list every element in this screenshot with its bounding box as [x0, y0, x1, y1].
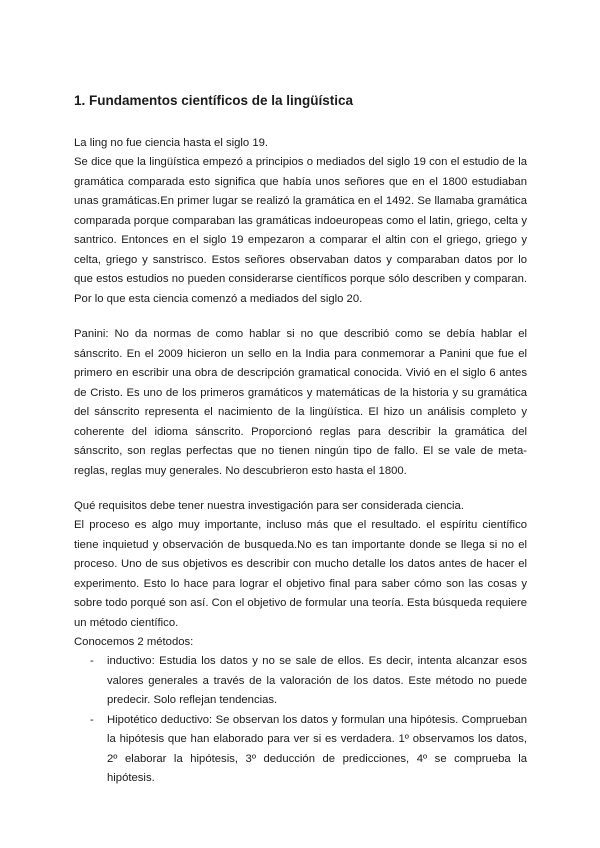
section-title: 1. Fundamentos científicos de la lingüística	[74, 93, 354, 108]
paragraph-panini: Panini: No da normas de como hablar si no que describió como se debía hablar el sánscrito. En el 2009 hicieron un sello en la India para conmemorar a Panini que fue el primero en escribir una obra de descripción gramatical conocida. Vivió en el siglo 6 antes de Cristo. Es uno de los primeros gramáticos y matemáticas de la historia y su gramática del sánscrito representa el nacimiento de la lingüística. El hizo un análisis completo y coherente del idioma sánscrito. Proporcionó reglas para describir la gramática del sánscrito, son reglas perfectas que no tienen ningún tipo de fallo. El se vale de meta-reglas, reglas muy generales. No descubrieron esto hasta el 1800.	[74, 328, 527, 477]
bullet-dash: -	[90, 655, 94, 667]
method-text: inductivo: Estudia los datos y no se sale de ellos. Es decir, intenta alcanzar esos valores generales a través de la valoración de los datos. Este método no puede predecir. Solo reflejan tendencias.	[107, 655, 527, 706]
list-item-hypothetic-deductive	[74, 711, 527, 789]
question-line: Qué requisitos debe tener nuestra investigación para ser considerada ciencia.	[74, 500, 464, 512]
methods-heading: Conocemos 2 métodos:	[74, 636, 194, 648]
methods-list	[74, 652, 527, 789]
method-text: Hipotético deductivo: Se observan los datos y formulan una hipótesis. Comprueban la hipótesis que han elaborado para ver si es verdadera. 1º observamos los datos, 2º elaborar la hipótesis, 3º deducción de predicciones, 4º se comprueba la hipótesis.	[107, 713, 527, 784]
paragraph-scientific-process: El proceso es algo muy importante, incluso más que el resultado. el espíritu científico tiene inquietud y observación de busqueda.No es tan importante donde se llega si no el proceso. Uno de sus objetivos es describir con mucho detalle los datos antes de hacer el experimento. Esto lo hace para lograr el objetivo final para saber cómo son las cosas y sobre todo porqué son así. Con el objetivo de formular una teoría. Esta búsqueda requiere un método científico.	[74, 519, 527, 629]
list-item-inductive	[74, 652, 527, 711]
intro-line: La ling no fue ciencia hasta el siglo 19.	[74, 137, 269, 149]
bullet-dash: -	[90, 713, 94, 726]
paragraph-comparative-grammar: Se dice que la lingüística empezó a principios o mediados del siglo 19 con el estudio de la gramática comparada esto significa que había unos señores que en el 1800 estudiaban unas gramáticas.En primer lugar se realizó la gramática en el 1492. Se llamaba gramática comparada porque comparaban las gramáticas indoeuropeas como el latin, griego, celta y santrico. Entonces en el siglo 19 empezaron a comparar el altin con el griego, griego y celta, griego y sanstrisco. Estos señores observaban datos y comparaban datos por lo que estos estudios no pueden considerarse científicos porque sólo describen y comparan. Por lo que esta ciencia comenzó a mediados del siglo 20.	[74, 156, 527, 305]
